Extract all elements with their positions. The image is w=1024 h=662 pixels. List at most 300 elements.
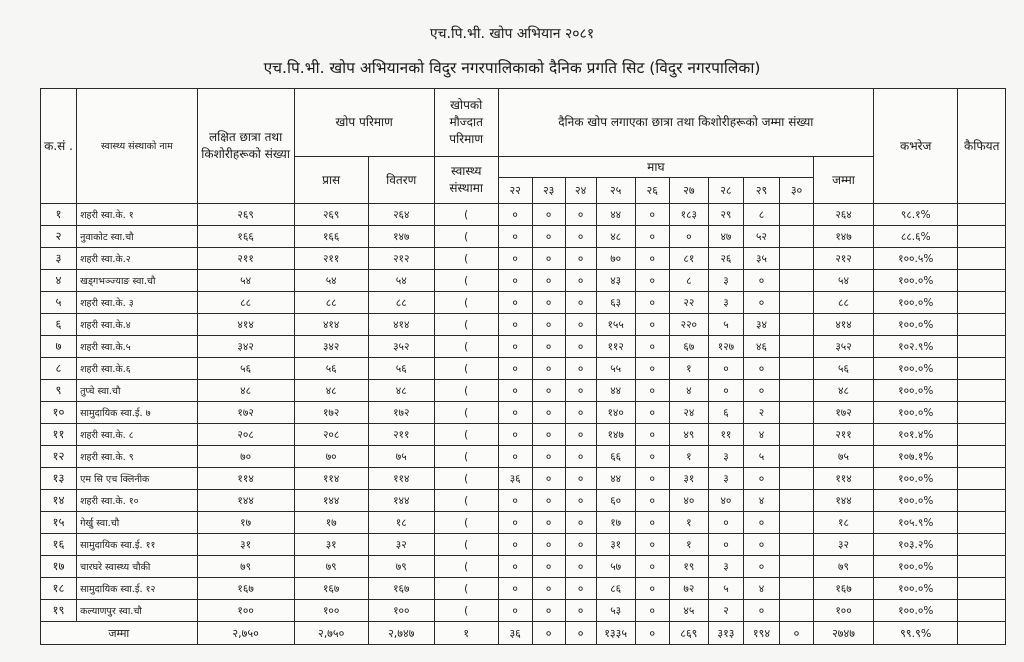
day-count-cell: ४० [669,490,708,512]
day-count-cell: ४० [708,490,743,512]
serial-cell: ८ [41,358,77,380]
serial-cell: ५ [41,292,77,314]
day-count-cell: १ [669,446,708,468]
totals-day-cell: ३६ [498,622,532,645]
table-row [41,512,1006,534]
header-coverage: कभरेज [873,89,958,204]
coverage-cell: १०५.९% [873,512,958,534]
day-count-cell: ४६ [743,336,779,358]
serial-cell: ११ [41,424,77,446]
header-day: २२ [498,178,532,204]
serial-cell: १७ [41,556,77,578]
totals-day-cell: ० [565,622,596,645]
day-count-cell: ० [635,600,669,622]
day-count-cell: ० [635,490,669,512]
coverage-cell: १००.०% [873,314,958,336]
distributed-cell: ४१४ [368,314,434,336]
day-count-cell: ४ [743,490,779,512]
day-count-cell: ३६ [498,468,532,490]
day-count-cell: १४० [596,402,635,424]
facility-name-cell: शहरी स्वा.के. ३ [77,292,198,314]
serial-cell: १८ [41,578,77,600]
day-count-cell [780,556,814,578]
stock-cell: ( [434,490,498,512]
day-count-cell: २ [743,402,779,424]
distributed-cell: १४७ [368,226,434,248]
target-cell: ७९ [197,556,294,578]
day-count-cell [780,468,814,490]
row-total-cell: २६४ [814,204,874,226]
coverage-cell: १००.०% [873,578,958,600]
stock-cell: ( [434,512,498,534]
totals-day-cell: ३१३ [708,622,743,645]
day-count-cell: ० [498,292,532,314]
facility-name-cell: शहरी स्वा.के. १ [77,204,198,226]
totals-remarks-cell [958,622,1006,645]
row-total-cell: ५४ [814,270,874,292]
table-row [41,292,1006,314]
day-count-cell: ० [635,578,669,600]
day-count-cell: ० [498,490,532,512]
serial-cell: ६ [41,314,77,336]
facility-name-cell: नुवाकोट स्वा.चौ [77,226,198,248]
day-count-cell: ५२ [743,226,779,248]
day-count-cell: २२० [669,314,708,336]
header-day: ३० [780,178,814,204]
day-count-cell [780,446,814,468]
day-count-cell: ४५ [669,600,708,622]
day-count-cell: ० [565,468,596,490]
table-row [41,314,1006,336]
received-cell: ७९ [294,556,368,578]
target-cell: २११ [197,248,294,270]
distributed-cell: १४४ [368,490,434,512]
received-cell: १७ [294,512,368,534]
serial-cell: १५ [41,512,77,534]
day-count-cell: ० [532,336,565,358]
coverage-cell: १००.०% [873,402,958,424]
table-row [41,336,1006,358]
day-count-cell: ४४ [596,468,635,490]
day-count-cell: ० [532,402,565,424]
received-cell: ५६ [294,358,368,380]
remarks-cell [958,446,1006,468]
row-total-cell: १४४ [814,490,874,512]
day-count-cell: ० [743,468,779,490]
day-count-cell: ० [669,226,708,248]
day-count-cell: ८१ [669,248,708,270]
row-total-cell: २१२ [814,248,874,270]
remarks-cell [958,578,1006,600]
row-total-cell: १८ [814,512,874,534]
totals-day-cell: १९४ [743,622,779,645]
stock-cell: ( [434,292,498,314]
facility-name-cell: सामुदायिक स्वा.ई. ७ [77,402,198,424]
day-count-cell: २२ [669,292,708,314]
day-count-cell: ० [635,556,669,578]
serial-cell: १६ [41,534,77,556]
coverage-cell: १००.०% [873,490,958,512]
stock-cell: ( [434,270,498,292]
stock-cell: ( [434,556,498,578]
day-count-cell: २९ [708,204,743,226]
day-count-cell [780,512,814,534]
target-cell: ७० [197,446,294,468]
coverage-cell: ९८.१% [873,204,958,226]
day-count-cell [780,402,814,424]
day-count-cell: ० [565,204,596,226]
day-count-cell: ४३ [596,270,635,292]
day-count-cell: ५७ [596,556,635,578]
facility-name-cell: शहरी स्वा.के. १० [77,490,198,512]
facility-name-cell: शहरी स्वा.के. ९ [77,446,198,468]
table-row [41,490,1006,512]
header-target: लक्षित छात्रा तथा किशोरीहरूको संख्या [197,89,294,204]
day-count-cell: ५३ [596,600,635,622]
day-count-cell: ० [565,512,596,534]
coverage-cell: १००.५% [873,248,958,270]
day-count-cell: ० [565,556,596,578]
remarks-cell [958,380,1006,402]
serial-cell: ७ [41,336,77,358]
day-count-cell: ३ [708,446,743,468]
header-distributed: वितरण [368,157,434,204]
header-received: प्रास [294,157,368,204]
document-title: एच.पि.भी. खोप अभियान २०८१ [429,26,595,42]
target-cell: १६६ [197,226,294,248]
day-count-cell: ६३ [596,292,635,314]
serial-cell: १४ [41,490,77,512]
coverage-cell: १००.०% [873,380,958,402]
serial-cell: १३ [41,468,77,490]
target-cell: १७ [197,512,294,534]
received-cell: २०८ [294,424,368,446]
day-count-cell: ० [565,446,596,468]
day-count-cell: ० [743,292,779,314]
day-count-cell [780,424,814,446]
day-count-cell: ० [532,468,565,490]
table-row [41,270,1006,292]
header-daily-count: दैनिक खोप लगाएका छात्रा तथा किशोरीहरूको जम्मा संख्या [498,89,873,157]
day-count-cell: ४ [669,380,708,402]
facility-name-cell: शहरी स्वा.के.६ [77,358,198,380]
day-count-cell: ० [532,556,565,578]
target-cell: १७२ [197,402,294,424]
day-count-cell: ४ [743,424,779,446]
day-count-cell: ० [498,248,532,270]
day-count-cell: ६० [596,490,635,512]
facility-name-cell: शहरी स्वा.के.५ [77,336,198,358]
totals-stock-cell: १ [434,622,498,645]
day-count-cell: ३४ [743,314,779,336]
remarks-cell [958,336,1006,358]
serial-cell: ९ [41,380,77,402]
day-count-cell: ० [498,578,532,600]
day-count-cell: ४४ [596,204,635,226]
received-cell: १४४ [294,490,368,512]
day-count-cell: ० [498,358,532,380]
day-count-cell: ० [635,336,669,358]
day-count-cell: ० [532,204,565,226]
remarks-cell [958,424,1006,446]
stock-cell: ( [434,358,498,380]
header-remarks: कैफियत [958,89,1006,204]
header-serial: क.सं . [41,89,77,204]
remarks-cell [958,292,1006,314]
day-count-cell: ४८ [596,226,635,248]
serial-cell: ३ [41,248,77,270]
day-count-cell: ० [565,424,596,446]
day-count-cell: ० [635,204,669,226]
row-total-cell: ४१४ [814,314,874,336]
day-count-cell: ० [635,424,669,446]
stock-cell: ( [434,534,498,556]
coverage-cell: १०१.४% [873,424,958,446]
row-total-cell: ३२ [814,534,874,556]
day-count-cell: ० [532,270,565,292]
row-total-cell: ३५२ [814,336,874,358]
day-count-cell: ० [635,226,669,248]
day-count-cell: ० [498,402,532,424]
distributed-cell: १८ [368,512,434,534]
remarks-cell [958,226,1006,248]
distributed-cell: १६७ [368,578,434,600]
day-count-cell: ० [635,314,669,336]
day-count-cell: ३ [708,468,743,490]
coverage-cell: १००.०% [873,556,958,578]
day-count-cell [780,292,814,314]
facility-name-cell: खड्गभञ्ज्याङ स्वा.चौ [77,270,198,292]
day-count-cell: ० [743,358,779,380]
day-count-cell: ० [743,512,779,534]
day-count-cell: ० [635,512,669,534]
coverage-cell: १००.०% [873,292,958,314]
header-day: २७ [669,178,708,204]
day-count-cell: ० [498,424,532,446]
day-count-cell: ० [565,402,596,424]
facility-name-cell: सामुदायिक स्वा.ई. ११ [77,534,198,556]
day-count-cell: १ [669,358,708,380]
stock-cell: ( [434,424,498,446]
day-count-cell [780,358,814,380]
header-facility: स्वास्थ्य संस्थाको नाम [77,89,198,204]
target-cell: १४४ [197,490,294,512]
target-cell: २६९ [197,204,294,226]
distributed-cell: ५४ [368,270,434,292]
received-cell: १७२ [294,402,368,424]
day-count-cell: २४ [669,402,708,424]
remarks-cell [958,248,1006,270]
table-row [41,380,1006,402]
header-month: माघ [498,157,813,178]
table-row [41,204,1006,226]
target-cell: २०८ [197,424,294,446]
day-count-cell: ० [565,380,596,402]
coverage-cell: १००.०% [873,600,958,622]
remarks-cell [958,534,1006,556]
stock-cell: ( [434,336,498,358]
day-count-cell: ३१ [669,468,708,490]
facility-name-cell: शहरी स्वा.के.२ [77,248,198,270]
stock-cell: ( [434,600,498,622]
table-row [41,600,1006,622]
facility-name-cell: एम सि एच क्लिनीक [77,468,198,490]
distributed-cell: ५६ [368,358,434,380]
table-row [41,402,1006,424]
distributed-cell: २१२ [368,248,434,270]
table-row [41,226,1006,248]
day-count-cell [780,600,814,622]
day-count-cell: ० [498,204,532,226]
coverage-cell: १०७.१% [873,446,958,468]
header-day: २६ [635,178,669,204]
day-count-cell: ० [532,424,565,446]
day-count-cell: ० [635,534,669,556]
day-count-cell: ० [532,578,565,600]
day-count-cell: १९ [669,556,708,578]
day-count-cell: ७० [596,248,635,270]
day-count-cell: ० [565,270,596,292]
day-count-cell: ४९ [669,424,708,446]
received-cell: ८८ [294,292,368,314]
day-count-cell: ० [565,314,596,336]
received-cell: ११४ [294,468,368,490]
day-count-cell: ० [498,314,532,336]
day-count-cell: ० [532,490,565,512]
header-stock-facility: स्वास्थ्य संस्थामा [434,157,498,204]
day-count-cell: ३५ [743,248,779,270]
remarks-cell [958,314,1006,336]
received-cell: १६६ [294,226,368,248]
coverage-cell: ८८.६% [873,226,958,248]
day-count-cell: ४७ [708,226,743,248]
distributed-cell: ३५२ [368,336,434,358]
day-count-cell [780,314,814,336]
day-count-cell: ८ [743,204,779,226]
stock-cell: ( [434,446,498,468]
row-total-cell: १७२ [814,402,874,424]
remarks-cell [958,600,1006,622]
totals-day-cell: १३३५ [596,622,635,645]
day-count-cell: ५ [708,314,743,336]
serial-cell: १२ [41,446,77,468]
day-count-cell: ३ [708,270,743,292]
header-day-total: जम्मा [814,157,874,204]
day-count-cell: १२७ [708,336,743,358]
remarks-cell [958,512,1006,534]
facility-name-cell: चारघरे स्वास्थ्य चौकी [77,556,198,578]
day-count-cell: ० [565,248,596,270]
remarks-cell [958,270,1006,292]
distributed-cell: १०० [368,600,434,622]
target-cell: ८८ [197,292,294,314]
day-count-cell: ० [743,556,779,578]
day-count-cell: ६६ [596,446,635,468]
day-count-cell: ० [498,600,532,622]
day-count-cell [780,336,814,358]
coverage-cell: १००.०% [873,358,958,380]
table-row [41,248,1006,270]
day-count-cell: ० [532,446,565,468]
day-count-cell: ० [532,248,565,270]
day-count-cell: १८३ [669,204,708,226]
table-row [41,446,1006,468]
day-count-cell: ० [565,578,596,600]
day-count-cell [780,204,814,226]
day-count-cell: ११ [708,424,743,446]
target-cell: ५४ [197,270,294,292]
row-total-cell: ७५ [814,446,874,468]
facility-name-cell: सामुदायिक स्वा.ई. १२ [77,578,198,600]
day-count-cell: ५५ [596,358,635,380]
totals-day-cell: ८६९ [669,622,708,645]
row-total-cell: १४७ [814,226,874,248]
day-count-cell: ३ [708,556,743,578]
day-count-cell: ० [532,314,565,336]
serial-cell: ४ [41,270,77,292]
stock-cell: ( [434,314,498,336]
totals-target-cell: २,७५० [197,622,294,645]
day-count-cell: ० [743,380,779,402]
day-count-cell: ० [498,380,532,402]
serial-cell: १९ [41,600,77,622]
day-count-cell [780,534,814,556]
header-vaccine-quantity: खोप परिमाण [294,89,434,157]
day-count-cell: ० [635,402,669,424]
day-count-cell: ० [743,270,779,292]
day-count-cell: ० [532,226,565,248]
received-cell: १०० [294,600,368,622]
stock-cell: ( [434,402,498,424]
distributed-cell: ७९ [368,556,434,578]
day-count-cell: ८६ [596,578,635,600]
table-row [41,534,1006,556]
day-count-cell: ० [708,380,743,402]
serial-cell: १ [41,204,77,226]
distributed-cell: २६४ [368,204,434,226]
header-stock: खोपको मौज्दात परिमाण [434,89,498,157]
table-row [41,578,1006,600]
day-count-cell: ० [743,600,779,622]
day-count-cell: ० [635,248,669,270]
day-count-cell: ० [635,292,669,314]
day-count-cell: ५ [708,578,743,600]
totals-coverage-cell: ९९.९% [873,622,958,645]
row-total-cell: ८८ [814,292,874,314]
day-count-cell: ० [532,358,565,380]
coverage-cell: १०२.९% [873,336,958,358]
received-cell: ४१४ [294,314,368,336]
day-count-cell: १ [669,534,708,556]
distributed-cell: १७२ [368,402,434,424]
day-count-cell: ६ [708,402,743,424]
day-count-cell: ० [498,534,532,556]
day-count-cell: ३ [708,292,743,314]
remarks-cell [958,556,1006,578]
day-count-cell: ० [635,380,669,402]
distributed-cell: २११ [368,424,434,446]
row-total-cell: ११४ [814,468,874,490]
day-count-cell [780,226,814,248]
day-count-cell: ० [565,600,596,622]
day-count-cell: ७२ [669,578,708,600]
day-count-cell: १ [669,512,708,534]
day-count-cell: ० [532,380,565,402]
day-count-cell: ० [565,336,596,358]
day-count-cell: ० [743,534,779,556]
day-count-cell: ६७ [669,336,708,358]
day-count-cell: १७ [596,512,635,534]
